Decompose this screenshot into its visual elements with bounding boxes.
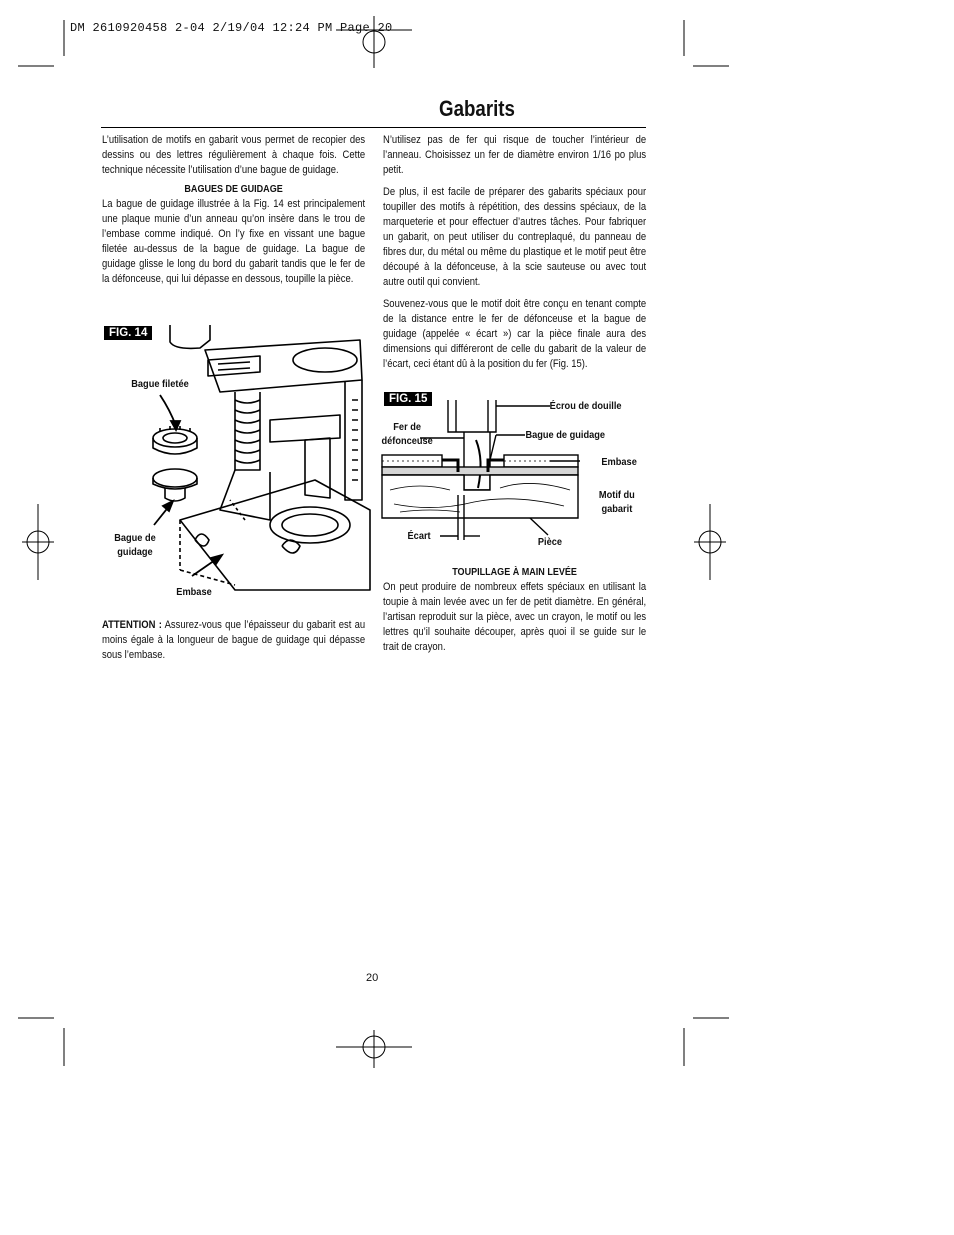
page-title: Gabarits: [439, 96, 515, 121]
right-paragraph-1: N’utilisez pas de fer qui risque de toucher l’intérieur de l’anneau. Choisissez un fer de diamètre environ 1/16 po plus petit.: [383, 134, 647, 176]
toupillage-section: [383, 565, 646, 655]
fig15-ecrou: Écrou de douille: [549, 400, 622, 412]
fig14-embase: Embase: [176, 586, 212, 598]
right-paragraph-2: De plus, il est facile de préparer des gabarits spéciaux pour toupiller des motifs à répétition, des dessins spéciaux, de la marqueterie et pour effectuer d’autres tâches. Pour fabriquer un gabarit, on peut utiliser du contreplaqué, du panneau de fibres dur, du métal ou même du plastique et le motif peut être découpé à la défonceuse, à la scie sauteuse ou avec tout autre outil qui convient.: [383, 186, 647, 288]
fig15-ecart: Écart: [407, 530, 431, 542]
toupillage-heading: TOUPILLAGE À MAIN LEVÉE: [452, 566, 577, 578]
title-rule: [101, 127, 646, 128]
page-number: 20: [366, 972, 379, 984]
left-column: [102, 133, 365, 287]
fig14-bague-guidage: Bague de guidage: [114, 532, 156, 558]
fig15-label: FIG. 15: [384, 392, 432, 406]
attention-label: ATTENTION :: [102, 619, 162, 631]
fig15-motif: Motif du gabarit: [598, 489, 635, 515]
attention-text: Assurez-vous que l’épaisseur du gabarit est au moins égale à la longueur de bague de guidage qui dépasse sous l’embase.: [102, 619, 366, 661]
fig15-piece: Pièce: [537, 536, 563, 548]
fig15-embase: Embase: [601, 456, 637, 468]
right-column: [383, 133, 646, 372]
intro-paragraph: L’utilisation de motifs en gabarit vous permet de recopier des dessins ou des lettres régulièrement à chaque fois. Cette technique nécessite l’utilisation d’une bague de guidage.: [102, 134, 366, 176]
fig14-label: FIG. 14: [104, 326, 152, 340]
bagues-paragraph: La bague de guidage illustrée à la Fig. 14 est principalement une plaque munie d’un anneau qu’on insère dans le trou de l’embase comme indiqué. On l’y fixe en vissant une bague filetée au-dessus de la bague de guidage. La bague de guidage glisse le long du bord du gabarit tandis que le fer de la défonceuse, qui lui dépasse en dessous, toupille la pièce.: [102, 198, 366, 285]
right-paragraph-3: Souvenez-vous que le motif doit être conçu en tenant compte de la distance entre le fer de défonceuse et la bague de guidage (appelée « écart ») car la pièce finale aura des dimensions qui différeront de celle du gabarit de la valeur de l’écart, ceci étant dû à la position du fer (Fig. 15).: [383, 298, 647, 370]
bagues-heading: BAGUES DE GUIDAGE: [184, 183, 283, 195]
print-slug: DM 2610920458 2-04 2/19/04 12:24 PM Page 20: [70, 21, 393, 35]
attention-paragraph: [102, 618, 365, 663]
fig14-bague-filetee: Bague filetée: [131, 378, 189, 390]
fig15-fer: Fer de défonceuse: [381, 421, 433, 447]
fig14-illustration: [100, 320, 372, 605]
toupillage-paragraph: On peut produire de nombreux effets spéciaux en utilisant la toupie à main levée avec un fer de petit diamètre. En général, l’artisan reproduit sur la pièce, avec un crayon, le motif ou les lettres qu’il souhaite découper, après quoi il se guide sur le trait de crayon.: [383, 581, 647, 653]
fig15-bague: Bague de guidage: [525, 429, 606, 441]
